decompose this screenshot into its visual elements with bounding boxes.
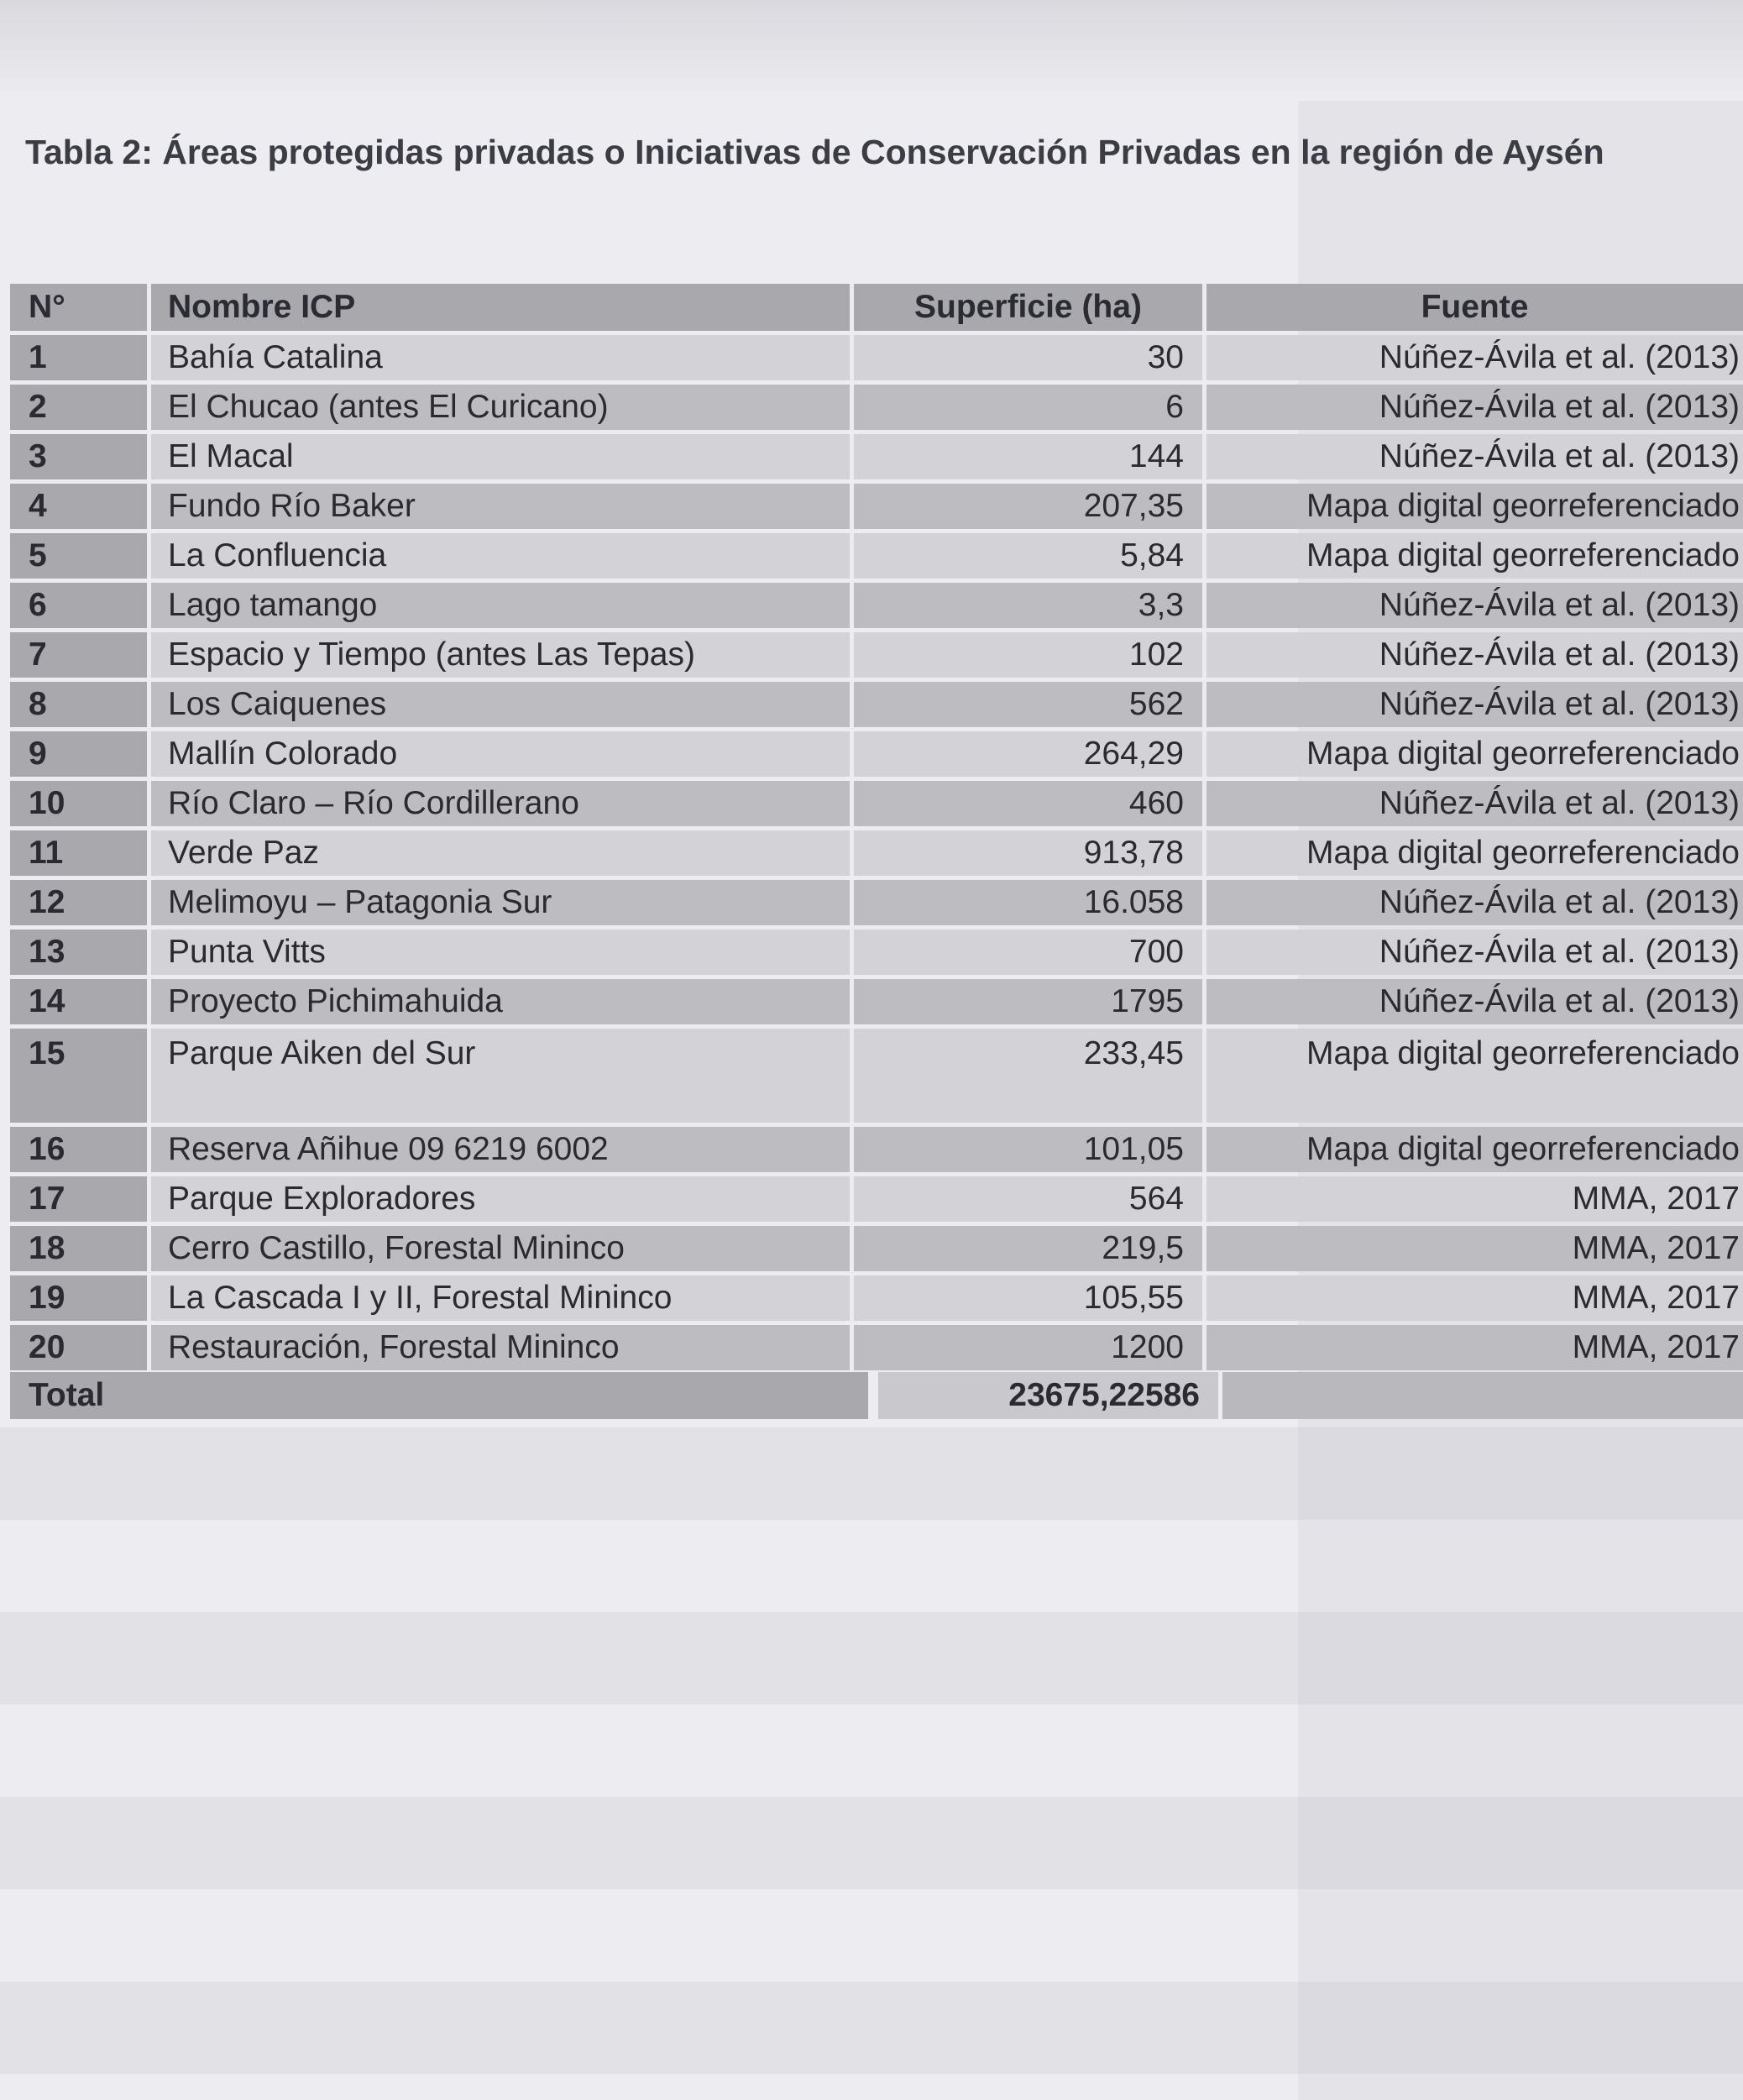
cell-nombre: Punta Vitts — [147, 930, 850, 975]
cell-n: 12 — [10, 880, 147, 925]
cell-fuente: Núñez-Ávila et al. (2013) — [1202, 583, 1743, 628]
cell-n: 10 — [10, 781, 147, 826]
cell-nombre: Reserva Añihue 09 6219 6002 — [147, 1127, 850, 1172]
cell-n: 3 — [10, 434, 147, 479]
cell-superficie: 6 — [850, 385, 1202, 430]
header-fuente: Fuente — [1202, 284, 1743, 331]
cell-nombre: Parque Exploradores — [147, 1176, 850, 1222]
cell-superficie: 105,55 — [850, 1275, 1202, 1321]
cell-fuente: Núñez-Ávila et al. (2013) — [1202, 682, 1743, 727]
cell-n: 2 — [10, 385, 147, 430]
cell-superficie: 700 — [850, 930, 1202, 975]
cell-n: 6 — [10, 583, 147, 628]
cell-superficie: 102 — [850, 632, 1202, 678]
cell-superficie: 264,29 — [850, 731, 1202, 777]
cell-fuente: MMA, 2017 — [1202, 1226, 1743, 1271]
cell-fuente: Mapa digital georreferenciado — [1202, 484, 1743, 529]
cell-superficie: 144 — [850, 434, 1202, 479]
cell-n: 18 — [10, 1226, 147, 1271]
cell-fuente: MMA, 2017 — [1202, 1176, 1743, 1222]
cell-n: 11 — [10, 830, 147, 876]
cell-fuente: Núñez-Ávila et al. (2013) — [1202, 335, 1743, 380]
cell-n: 13 — [10, 930, 147, 975]
cell-superficie: 913,78 — [850, 830, 1202, 876]
cell-nombre: Río Claro – Río Cordillerano — [147, 781, 850, 826]
bleed-through-header — [0, 0, 1743, 101]
cell-fuente: Mapa digital georreferenciado — [1202, 533, 1743, 579]
bleed-through-rows — [0, 1427, 1743, 2099]
cell-nombre: Parque Aiken del Sur — [147, 1029, 850, 1123]
header-nombre: Nombre ICP — [147, 284, 850, 331]
cell-nombre: Bahía Catalina — [147, 335, 850, 380]
cell-n: 19 — [10, 1275, 147, 1321]
cell-superficie: 1795 — [850, 979, 1202, 1024]
cell-fuente: Mapa digital georreferenciado — [1202, 1029, 1743, 1123]
total-label: Total — [10, 1372, 868, 1419]
cell-superficie: 562 — [850, 682, 1202, 727]
cell-fuente: Mapa digital georreferenciado — [1202, 731, 1743, 777]
icp-table — [10, 284, 1743, 1375]
cell-n: 8 — [10, 682, 147, 727]
cell-nombre: Los Caiquenes — [147, 682, 850, 727]
cell-fuente: Núñez-Ávila et al. (2013) — [1202, 434, 1743, 479]
cell-nombre: El Chucao (antes El Curicano) — [147, 385, 850, 430]
cell-fuente: Núñez-Ávila et al. (2013) — [1202, 979, 1743, 1024]
cell-superficie: 564 — [850, 1176, 1202, 1222]
cell-fuente: Núñez-Ávila et al. (2013) — [1202, 632, 1743, 678]
cell-n: 14 — [10, 979, 147, 1024]
cell-fuente: Mapa digital georreferenciado — [1202, 830, 1743, 876]
cell-fuente: Mapa digital georreferenciado — [1202, 1127, 1743, 1172]
cell-fuente: MMA, 2017 — [1202, 1275, 1743, 1321]
cell-superficie: 219,5 — [850, 1226, 1202, 1271]
cell-nombre: Cerro Castillo, Forestal Mininco — [147, 1226, 850, 1271]
cell-superficie: 233,45 — [850, 1029, 1202, 1123]
cell-fuente: Núñez-Ávila et al. (2013) — [1202, 385, 1743, 430]
header-superficie: Superficie (ha) — [850, 284, 1202, 331]
cell-n: 1 — [10, 335, 147, 380]
cell-nombre: La Confluencia — [147, 533, 850, 579]
cell-nombre: Melimoyu – Patagonia Sur — [147, 880, 850, 925]
cell-superficie: 5,84 — [850, 533, 1202, 579]
total-blank-cell — [1222, 1372, 1743, 1419]
cell-fuente: Núñez-Ávila et al. (2013) — [1202, 781, 1743, 826]
cell-superficie: 3,3 — [850, 583, 1202, 628]
total-value: 23675,22586 — [878, 1372, 1218, 1419]
cell-superficie: 460 — [850, 781, 1202, 826]
cell-superficie: 30 — [850, 335, 1202, 380]
total-row — [10, 1372, 1743, 1419]
cell-n: 7 — [10, 632, 147, 678]
cell-nombre: Mallín Colorado — [147, 731, 850, 777]
cell-n: 15 — [10, 1029, 147, 1123]
cell-fuente: MMA, 2017 — [1202, 1325, 1743, 1370]
cell-fuente: Núñez-Ávila et al. (2013) — [1202, 880, 1743, 925]
cell-nombre: Verde Paz — [147, 830, 850, 876]
cell-nombre: La Cascada I y II, Forestal Mininco — [147, 1275, 850, 1321]
cell-n: 5 — [10, 533, 147, 579]
cell-superficie: 1200 — [850, 1325, 1202, 1370]
cell-n: 16 — [10, 1127, 147, 1172]
cell-nombre: Lago tamango — [147, 583, 850, 628]
table-title: Tabla 2: Áreas protegidas privadas o Iniciativas de Conservación Privadas en la región de Aysén — [25, 133, 1604, 171]
cell-nombre: Restauración, Forestal Mininco — [147, 1325, 850, 1370]
cell-n: 9 — [10, 731, 147, 777]
cell-nombre: Espacio y Tiempo (antes Las Tepas) — [147, 632, 850, 678]
cell-superficie: 16.058 — [850, 880, 1202, 925]
cell-n: 17 — [10, 1176, 147, 1222]
cell-fuente: Núñez-Ávila et al. (2013) — [1202, 930, 1743, 975]
cell-superficie: 207,35 — [850, 484, 1202, 529]
cell-superficie: 101,05 — [850, 1127, 1202, 1172]
cell-nombre: Proyecto Pichimahuida — [147, 979, 850, 1024]
header-n: N° — [10, 284, 147, 331]
cell-nombre: El Macal — [147, 434, 850, 479]
cell-n: 20 — [10, 1325, 147, 1370]
cell-n: 4 — [10, 484, 147, 529]
cell-nombre: Fundo Río Baker — [147, 484, 850, 529]
